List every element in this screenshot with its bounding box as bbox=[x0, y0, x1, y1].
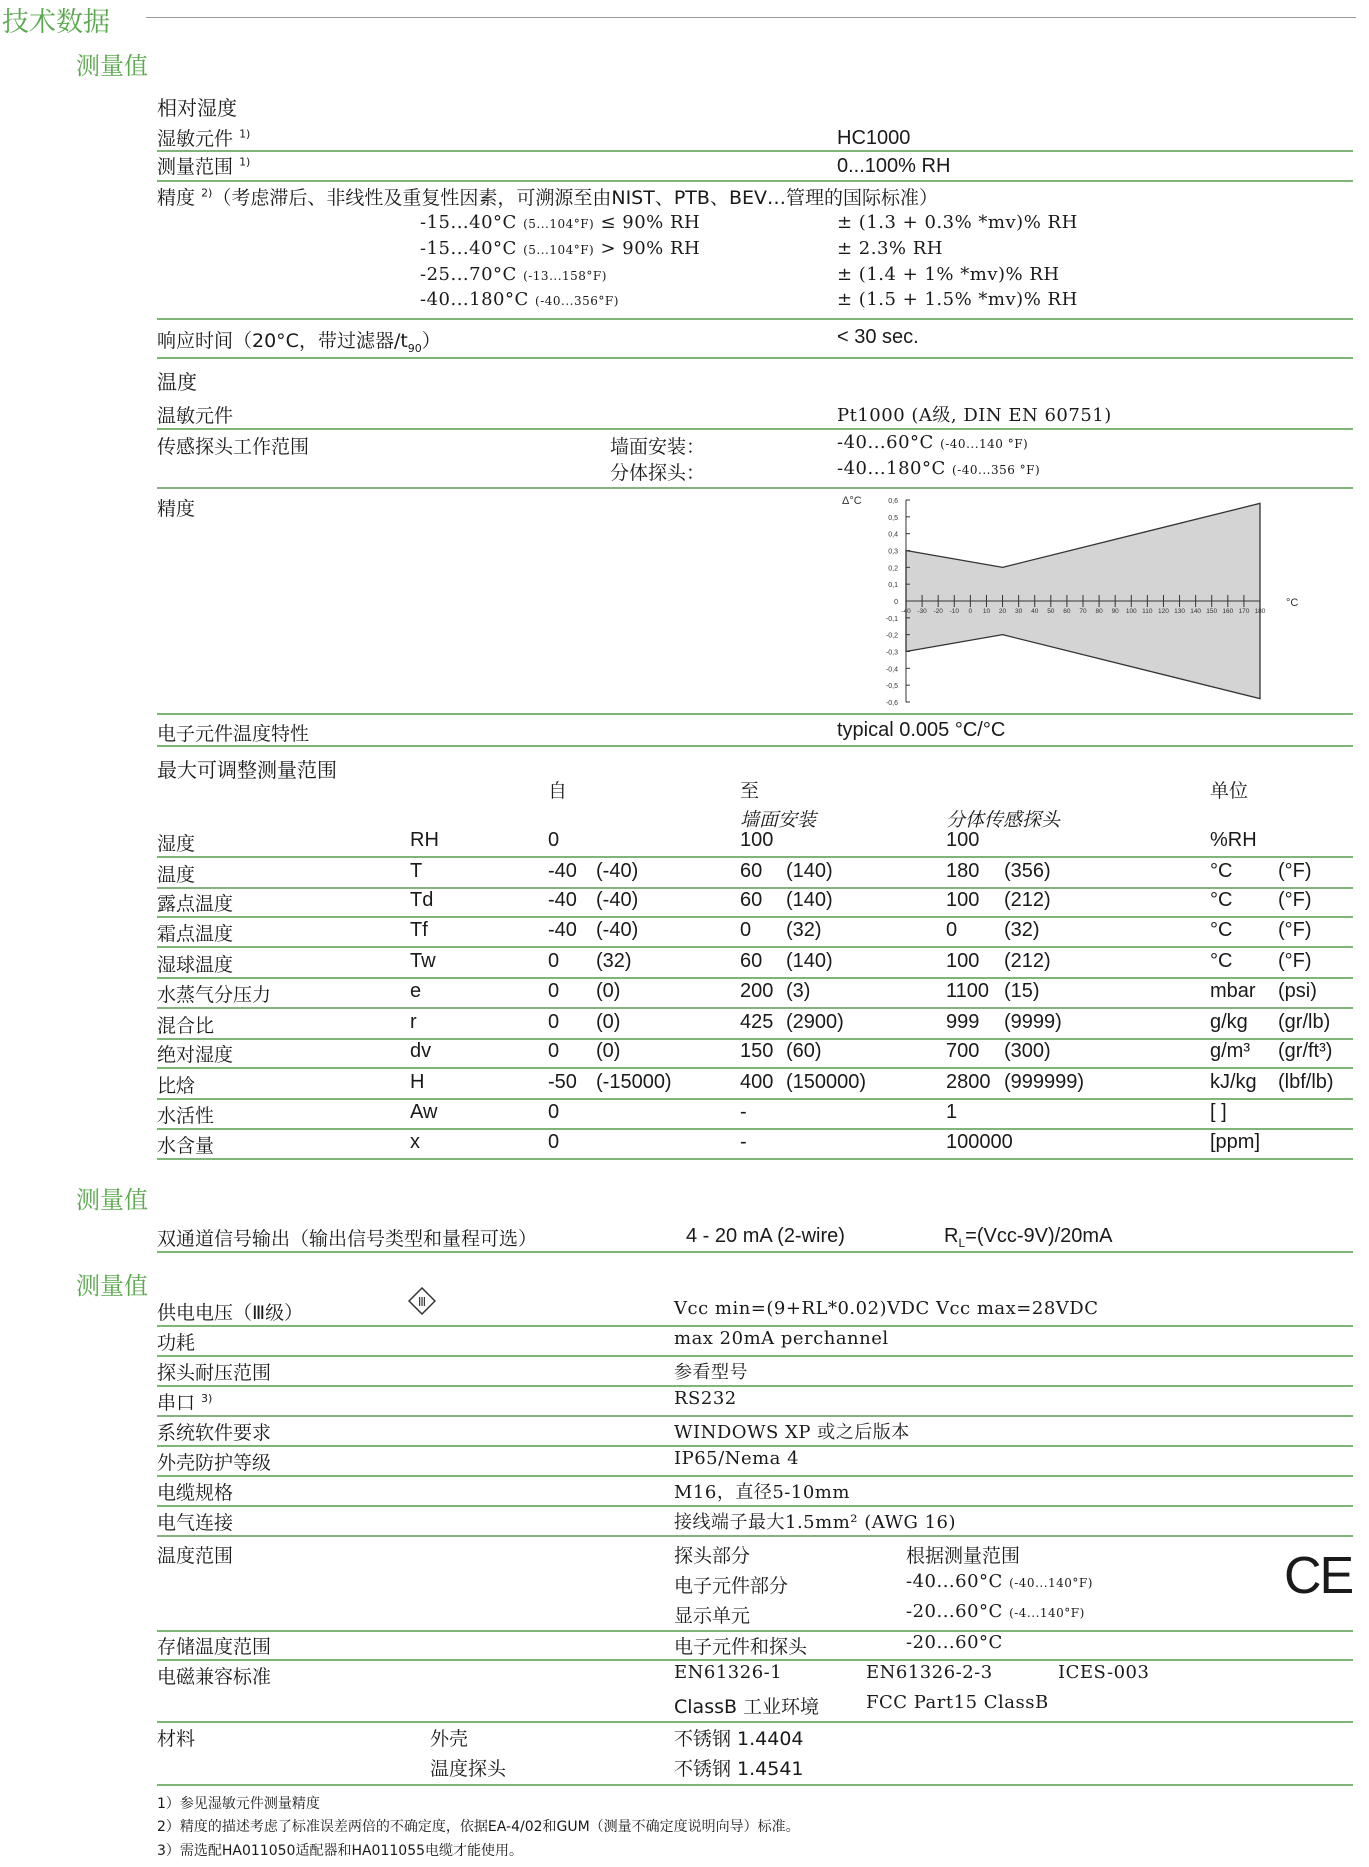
temp-sensor-label: 温敏元件 bbox=[157, 405, 234, 427]
section-title-measure: 测量值 bbox=[76, 52, 148, 80]
range-cell-wall: 60 bbox=[740, 950, 763, 972]
range-cell-remotef: (999999) bbox=[1004, 1071, 1085, 1093]
range-cell-wall: 150 bbox=[740, 1040, 774, 1062]
range-cell-unit: °C bbox=[1210, 889, 1233, 911]
range-cell-name: 绝对湿度 bbox=[157, 1044, 234, 1066]
rule bbox=[157, 1098, 1353, 1100]
y-tick-label: 0,1 bbox=[888, 582, 898, 590]
range-cell-unit: %RH bbox=[1210, 829, 1257, 851]
range-cell-from: -40 bbox=[548, 860, 577, 882]
rule bbox=[157, 916, 1353, 918]
x-tick-label: 90 bbox=[1111, 608, 1119, 615]
range-cell-wall: 0 bbox=[740, 919, 752, 941]
temp-range-label: 温度范围 bbox=[157, 1545, 234, 1567]
range-cell-remote: 180 bbox=[946, 860, 980, 882]
output-label: 双通道信号输出（输出信号类型和量程可选） bbox=[157, 1228, 538, 1250]
rule bbox=[157, 1385, 1353, 1387]
range-cell-wall: 100 bbox=[740, 829, 774, 851]
range-cell-name: 混合比 bbox=[157, 1015, 215, 1037]
range-cell-sym: r bbox=[410, 1011, 417, 1033]
x-tick-label: 140 bbox=[1190, 608, 1202, 615]
emc-class: FCC Part15 ClassB bbox=[866, 1692, 1049, 1713]
range-cell-name: 水蒸气分压力 bbox=[157, 984, 272, 1006]
material-label: 材料 bbox=[157, 1728, 196, 1750]
x-tick-label: 160 bbox=[1222, 608, 1234, 615]
spec-value: IP65/Nema 4 bbox=[674, 1448, 800, 1469]
y-tick-label: -0,1 bbox=[885, 615, 898, 623]
range-cell-from: 0 bbox=[548, 950, 560, 972]
output-value: 4 - 20 mA (2-wire) bbox=[686, 1225, 845, 1247]
y-tick-label: -0,2 bbox=[885, 632, 898, 640]
range-cell-name: 霜点温度 bbox=[157, 923, 234, 945]
range-cell-wall: - bbox=[740, 1101, 747, 1123]
range-cell-fromf: (0) bbox=[596, 1011, 621, 1033]
temp-accuracy-label: 精度 bbox=[157, 498, 196, 520]
footnote: 3）需选配HA011050适配器和HA011055电缆才能使用。 bbox=[157, 1843, 524, 1859]
rule bbox=[157, 1721, 1353, 1723]
material-housing-label: 外壳 bbox=[430, 1728, 469, 1750]
range-cell-unit: g/kg bbox=[1210, 1011, 1248, 1033]
rule bbox=[157, 1659, 1353, 1661]
range-cell-from: 0 bbox=[548, 1040, 560, 1062]
humidity-title: 相对湿度 bbox=[157, 96, 237, 120]
col-wall: 墙面安装 bbox=[740, 809, 817, 831]
rule bbox=[157, 1535, 1353, 1537]
rule bbox=[157, 1007, 1353, 1009]
range-cell-remote: 1 bbox=[946, 1101, 958, 1123]
material-probe-label: 温度探头 bbox=[430, 1758, 507, 1780]
rule bbox=[157, 1128, 1353, 1130]
range-cell-wall: 400 bbox=[740, 1071, 774, 1093]
x-tick-label: -40 bbox=[901, 608, 911, 615]
spec-label: 外壳防护等级 bbox=[157, 1452, 272, 1474]
range-cell-fromf: (32) bbox=[596, 950, 632, 972]
range-cell-remote: 100 bbox=[946, 889, 980, 911]
range-cell-fromf: (-40) bbox=[596, 889, 639, 911]
x-tick-label: -30 bbox=[917, 608, 927, 615]
y-tick-label: 0,4 bbox=[888, 531, 898, 539]
x-tick-label: 100 bbox=[1125, 608, 1137, 615]
range-cell-remotef: (15) bbox=[1004, 980, 1040, 1002]
emc-standard: EN61326-2-3 bbox=[866, 1662, 993, 1683]
range-cell-wallf: (140) bbox=[786, 889, 833, 911]
range-cell-sym: Tf bbox=[410, 919, 428, 941]
humidity-accuracy-label: 精度 $^{2)}$（考虑滞后、非线性及重复性因素，可溯源至由NIST、PTB、BEV…管理的国际标准） bbox=[157, 186, 938, 209]
range-cell-wallf: (60) bbox=[786, 1040, 822, 1062]
y-tick-label: 0,6 bbox=[888, 498, 898, 505]
rule bbox=[157, 1505, 1353, 1507]
rule bbox=[157, 1475, 1353, 1477]
range-cell-remote: 700 bbox=[946, 1040, 980, 1062]
range-cell-wallf: (140) bbox=[786, 950, 833, 972]
col-remote: 分体传感探头 bbox=[946, 809, 1061, 831]
col-to: 至 bbox=[740, 780, 760, 802]
range-cell-wallf: (3) bbox=[786, 980, 811, 1002]
y-tick-label: -0,4 bbox=[885, 666, 898, 674]
spec-label: 供电电压（Ⅲ级） bbox=[157, 1302, 304, 1324]
spec-value: RS232 bbox=[674, 1388, 737, 1409]
range-cell-name: 比焓 bbox=[157, 1075, 196, 1097]
x-tick-label: 0 bbox=[968, 608, 973, 615]
storage-label: 存储温度范围 bbox=[157, 1636, 272, 1658]
x-tick-label: 60 bbox=[1063, 608, 1071, 615]
range-cell-from: 0 bbox=[548, 829, 560, 851]
spec-label: 串口 $^{3)}$ bbox=[157, 1391, 213, 1414]
y-tick-label: 0,5 bbox=[888, 514, 898, 522]
x-tick-label: 150 bbox=[1206, 608, 1218, 615]
range-cell-unit: kJ/kg bbox=[1210, 1071, 1257, 1093]
range-cell-name: 露点温度 bbox=[157, 893, 234, 915]
range-cell-unit: [ ] bbox=[1210, 1101, 1227, 1123]
range-cell-sym: Tw bbox=[410, 950, 436, 972]
spec-value: 接线端子最大1.5mm² (AWG 16) bbox=[674, 1512, 957, 1533]
rule bbox=[157, 1251, 1353, 1253]
y-tick-label: -0,3 bbox=[885, 649, 898, 657]
x-tick-label: 80 bbox=[1095, 608, 1103, 615]
rule bbox=[157, 1784, 1353, 1786]
rule bbox=[157, 357, 1353, 359]
storage-value: -20...60°C bbox=[906, 1632, 1003, 1653]
storage-part: 电子元件和探头 bbox=[674, 1636, 808, 1658]
rule bbox=[157, 1067, 1353, 1069]
range-cell-unitf: (lbf/lb) bbox=[1278, 1071, 1334, 1093]
x-tick-label: 40 bbox=[1031, 608, 1039, 615]
footnote: 1）参见湿敏元件测量精度 bbox=[157, 1796, 320, 1812]
y-axis-label: Δ°C bbox=[842, 495, 862, 507]
x-tick-label: 130 bbox=[1174, 608, 1185, 615]
y-tick-label: -0,6 bbox=[885, 700, 898, 707]
range-cell-wall: 60 bbox=[740, 860, 763, 882]
range-cell-remote: 100 bbox=[946, 829, 980, 851]
range-cell-sym: Aw bbox=[410, 1101, 438, 1123]
range-cell-sym: e bbox=[410, 980, 422, 1002]
x-tick-label: -10 bbox=[949, 608, 959, 615]
spec-label: 功耗 bbox=[157, 1332, 196, 1354]
emc-standard: EN61326-1 bbox=[674, 1662, 783, 1683]
range-cell-remotef: (212) bbox=[1004, 889, 1051, 911]
range-cell-from: 0 bbox=[548, 1101, 560, 1123]
range-cell-name: 湿球温度 bbox=[157, 954, 234, 976]
range-cell-fromf: (-15000) bbox=[596, 1071, 672, 1093]
humidity-sensor-label: 湿敏元件 $^{1)}$ bbox=[157, 127, 251, 150]
spec-label: 电气连接 bbox=[157, 1512, 234, 1534]
remote-probe-value: -40...180°C (-40...356 °F) bbox=[837, 458, 1041, 479]
range-cell-wall: 200 bbox=[740, 980, 774, 1002]
range-cell-from: -40 bbox=[548, 889, 577, 911]
spec-value: Vcc min=(9+RL*0.02)VDC Vcc max=28VDC bbox=[674, 1298, 1099, 1319]
range-cell-unitf: (°F) bbox=[1278, 889, 1312, 911]
ranges-title: 最大可调整测量范围 bbox=[157, 758, 337, 782]
range-cell-remotef: (9999) bbox=[1004, 1011, 1062, 1033]
title-rule bbox=[146, 17, 1356, 18]
rule bbox=[157, 856, 1353, 858]
y-tick-label: 0,3 bbox=[888, 548, 898, 556]
humidity-range-value: 0...100% RH bbox=[837, 155, 951, 177]
range-cell-fromf: (-40) bbox=[596, 919, 639, 941]
spec-label: 探头耐压范围 bbox=[157, 1362, 272, 1384]
range-cell-remote: 999 bbox=[946, 1011, 980, 1033]
spec-value: 参看型号 bbox=[674, 1362, 748, 1383]
range-cell-wall: 60 bbox=[740, 889, 763, 911]
rule bbox=[157, 180, 1353, 182]
range-cell-sym: H bbox=[410, 1071, 425, 1093]
footnote: 2）精度的描述考虑了标准误差两倍的不确定度，依据EA-4/02和GUM（测量不确定度说明向导）标准。 bbox=[157, 1819, 800, 1835]
wall-mount-label: 墙面安装： bbox=[610, 436, 706, 458]
rule bbox=[157, 1158, 1353, 1160]
section-title-measure: 测量值 bbox=[76, 1186, 148, 1214]
humidity-sensor-value: HC1000 bbox=[837, 127, 911, 149]
range-cell-sym: T bbox=[410, 860, 423, 882]
x-axis-label: °C bbox=[1286, 597, 1299, 609]
x-tick-label: 10 bbox=[982, 608, 991, 615]
section-title-measure: 测量值 bbox=[76, 1272, 148, 1300]
temperature-title: 温度 bbox=[157, 370, 197, 394]
page-title: 技术数据 bbox=[2, 7, 110, 38]
range-cell-remote: 1100 bbox=[946, 980, 990, 1002]
rule bbox=[157, 745, 1353, 747]
probe-range-label: 传感探头工作范围 bbox=[157, 436, 310, 458]
humidity-range-label: 测量范围 $^{1)}$ bbox=[157, 155, 251, 178]
x-tick-label: 170 bbox=[1238, 608, 1250, 615]
x-tick-label: 180 bbox=[1254, 608, 1266, 615]
range-cell-remote: 100000 bbox=[946, 1131, 1013, 1153]
range-cell-unit: g/m³ bbox=[1210, 1040, 1250, 1062]
electronics-temp-value: typical 0.005 °C/°C bbox=[837, 719, 1006, 741]
wall-mount-value: -40...60°C (-40...140 °F) bbox=[837, 432, 1029, 453]
spec-value: WINDOWS XP 或之后版本 bbox=[674, 1422, 910, 1443]
x-tick-label: 70 bbox=[1079, 608, 1087, 615]
x-tick-label: 110 bbox=[1142, 608, 1153, 615]
range-cell-sym: RH bbox=[410, 829, 439, 851]
y-tick-label: 0 bbox=[894, 599, 898, 606]
range-cell-remotef: (300) bbox=[1004, 1040, 1051, 1062]
range-cell-unitf: (°F) bbox=[1278, 919, 1312, 941]
range-cell-wallf: (32) bbox=[786, 919, 822, 941]
rule bbox=[157, 487, 1353, 489]
rule bbox=[157, 428, 1353, 430]
ce-mark: CE bbox=[1284, 1547, 1353, 1605]
x-tick-label: -20 bbox=[933, 608, 943, 615]
range-cell-wall: 425 bbox=[740, 1011, 774, 1033]
range-cell-unit: °C bbox=[1210, 950, 1233, 972]
range-cell-from: -40 bbox=[548, 919, 577, 941]
emc-class: ClassB 工业环境 bbox=[674, 1696, 820, 1718]
x-tick-label: 30 bbox=[1015, 608, 1023, 615]
spec-value: max 20mA perchannel bbox=[674, 1328, 889, 1349]
rule bbox=[157, 318, 1353, 320]
col-from: 自 bbox=[548, 780, 568, 802]
range-cell-from: 0 bbox=[548, 1131, 560, 1153]
range-cell-from: -50 bbox=[548, 1071, 577, 1093]
range-cell-from: 0 bbox=[548, 980, 560, 1002]
rule bbox=[157, 1325, 1353, 1327]
rule bbox=[157, 977, 1353, 979]
range-cell-sym: Td bbox=[410, 889, 434, 911]
rule bbox=[157, 1355, 1353, 1357]
range-cell-name: 温度 bbox=[157, 864, 196, 886]
temperature-accuracy-chart bbox=[830, 490, 1310, 710]
range-cell-remote: 2800 bbox=[946, 1071, 991, 1093]
x-tick-label: 20 bbox=[998, 608, 1007, 615]
range-cell-from: 0 bbox=[548, 1011, 560, 1033]
electronics-temp-label: 电子元件温度特性 bbox=[157, 723, 310, 745]
range-cell-unitf: (psi) bbox=[1278, 980, 1317, 1002]
range-cell-fromf: (0) bbox=[596, 980, 621, 1002]
range-cell-unit: mbar bbox=[1210, 980, 1256, 1002]
spec-value: M16，直径5-10mm bbox=[674, 1482, 850, 1503]
emc-standard: ICES-003 bbox=[1058, 1662, 1150, 1683]
range-cell-sym: x bbox=[410, 1131, 420, 1153]
protection-class-icon bbox=[408, 1287, 436, 1315]
range-cell-remotef: (212) bbox=[1004, 950, 1051, 972]
rule bbox=[157, 150, 1353, 152]
rule bbox=[157, 1415, 1353, 1417]
emc-label: 电磁兼容标准 bbox=[157, 1666, 272, 1688]
material-probe-value: 不锈钢 1.4541 bbox=[674, 1758, 804, 1780]
range-cell-wall: - bbox=[740, 1131, 747, 1153]
range-cell-wallf: (140) bbox=[786, 860, 833, 882]
range-cell-unitf: (gr/ft³) bbox=[1278, 1040, 1333, 1062]
range-cell-name: 湿度 bbox=[157, 833, 196, 855]
temp-sensor-value: Pt1000 (A级, DIN EN 60751) bbox=[837, 405, 1112, 426]
x-tick-label: 120 bbox=[1158, 608, 1169, 615]
rule bbox=[157, 1445, 1353, 1447]
x-tick-label: 50 bbox=[1047, 608, 1055, 615]
range-cell-fromf: (-40) bbox=[596, 860, 639, 882]
range-cell-unitf: (gr/lb) bbox=[1278, 1011, 1331, 1033]
spec-label: 电缆规格 bbox=[157, 1482, 234, 1504]
range-cell-sym: dv bbox=[410, 1040, 432, 1062]
response-time-value: < 30 sec. bbox=[837, 326, 919, 348]
range-cell-name: 水含量 bbox=[157, 1135, 215, 1157]
y-tick-label: -0,5 bbox=[885, 683, 898, 691]
spec-label: 系统软件要求 bbox=[157, 1422, 272, 1444]
range-cell-unit: °C bbox=[1210, 860, 1233, 882]
range-cell-name: 水活性 bbox=[157, 1105, 215, 1127]
range-cell-remote: 100 bbox=[946, 950, 980, 972]
rule bbox=[157, 713, 1353, 715]
range-cell-remote: 0 bbox=[946, 919, 958, 941]
range-cell-fromf: (0) bbox=[596, 1040, 621, 1062]
svg-text:Ⅲ: Ⅲ bbox=[417, 1295, 427, 1309]
range-cell-unit: °C bbox=[1210, 919, 1233, 941]
range-cell-wallf: (150000) bbox=[786, 1071, 867, 1093]
output-load: $R_L=(Vcc-9V)/20mA$ bbox=[944, 1225, 1113, 1250]
rule bbox=[157, 946, 1353, 948]
range-cell-remotef: (32) bbox=[1004, 919, 1040, 941]
range-cell-unitf: (°F) bbox=[1278, 860, 1312, 882]
remote-probe-label: 分体探头： bbox=[610, 462, 706, 484]
response-time-label: 响应时间（20°C，带过滤器$/t_{90}$） bbox=[157, 330, 441, 355]
col-unit: 单位 bbox=[1210, 780, 1249, 802]
range-cell-remotef: (356) bbox=[1004, 860, 1051, 882]
range-cell-unit: [ppm] bbox=[1210, 1131, 1261, 1153]
range-cell-wallf: (2900) bbox=[786, 1011, 844, 1033]
y-tick-label: 0,2 bbox=[888, 565, 898, 573]
material-housing-value: 不锈钢 1.4404 bbox=[674, 1728, 804, 1750]
range-cell-unitf: (°F) bbox=[1278, 950, 1312, 972]
